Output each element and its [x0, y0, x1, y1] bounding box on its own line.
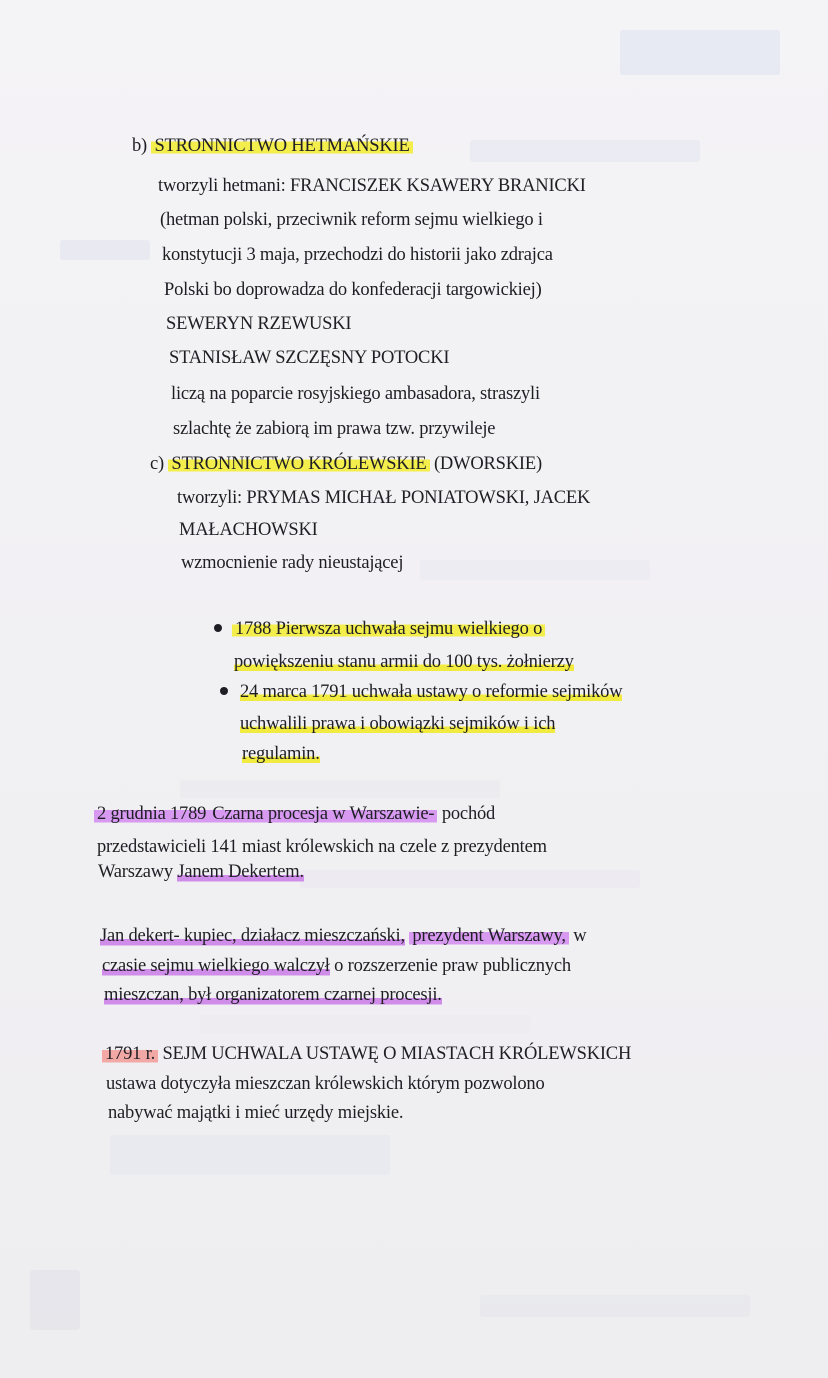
bullet-1-text-2: powiększeniu stanu armii do 100 tys. żołnierzy — [234, 652, 574, 672]
miasta-line-3: nabywać majątki i mieć urzędy miejskie. — [108, 1103, 404, 1123]
procesja-line-3 — [98, 860, 304, 884]
hetman-line: szlachtę że zabiorą im prawa tzw. przywileje — [173, 419, 496, 439]
bullet-2-line-1 — [240, 680, 622, 704]
dekert-line-2-b: o rozszerzenie praw publicznych — [334, 956, 571, 976]
dekert-line-3-text: mieszczan, był organizatorem czarnej procesji. — [104, 985, 442, 1005]
krol-title: STRONNICTWO KRÓLEWSKIE — [168, 454, 429, 474]
hetman-line: SEWERYN RZEWUSKI — [166, 314, 352, 334]
bullet-2-text: 24 marca 1791 uchwała ustawy o reformie sejmików — [240, 682, 623, 702]
procesja-line-1 — [94, 802, 495, 826]
bleed-through-mark — [200, 1015, 530, 1033]
bleed-through-mark — [30, 1270, 80, 1330]
miasta-title: SEJM UCHWALA USTAWĘ O MIASTACH KRÓLEWSKICH — [162, 1044, 632, 1064]
dekert-line-1 — [100, 924, 586, 948]
bullet-2-line-2 — [240, 712, 555, 736]
krol-title-suffix: (DWORSKIE) — [433, 454, 542, 474]
hetman-heading — [132, 134, 413, 158]
bullet-1-line-2 — [234, 650, 574, 674]
bleed-through-mark — [480, 1295, 750, 1317]
bullet-2-text-2: uchwalili prawa i obowiązki sejmików i ich — [240, 714, 556, 734]
hetman-line: liczą na poparcie rosyjskiego ambasadora, straszyli — [171, 384, 540, 404]
bleed-through-mark — [620, 30, 780, 75]
procesja-date: 2 grudnia 1789 — [94, 804, 209, 824]
hetman-line: konstytucji 3 maja, przechodzi do historii jako zdrajca — [162, 245, 553, 265]
bullet-1-line-1 — [232, 617, 545, 641]
bullet-dot — [220, 687, 228, 695]
procesja-title-cont: pochód — [441, 804, 496, 824]
hetman-title: STRONNICTWO HETMAŃSKIE — [151, 136, 412, 156]
krol-line: MAŁACHOWSKI — [179, 520, 318, 540]
bullet-dot — [214, 624, 222, 632]
dekert-line-1-c: w — [573, 926, 587, 946]
hetman-line: Polski bo doprowadza do konfederacji targowickiej) — [164, 280, 542, 300]
dekert-line-1-b: prezydent Warszawy, — [409, 926, 568, 946]
dekert-line-1-a: Jan dekert- kupiec, działacz mieszczański, — [100, 926, 405, 946]
procesja-line-3-a: Warszawy — [98, 862, 173, 882]
dekert-line-3 — [104, 983, 442, 1007]
bleed-through-mark — [420, 560, 650, 580]
procesja-line-2: przedstawicieli 141 miast królewskich na czele z prezydentem — [97, 837, 547, 857]
bullet-2-text-3: regulamin. — [242, 744, 320, 764]
bleed-through-mark — [180, 780, 500, 798]
procesja-line-3-b: Janem Dekertem. — [177, 862, 304, 882]
procesja-title: Czarna procesja w Warszawie- — [209, 804, 437, 824]
krol-line: wzmocnienie rady nieustającej — [181, 553, 404, 573]
bullet-2-line-3 — [242, 742, 320, 766]
bleed-through-mark — [60, 240, 150, 260]
bullet-1-text: 1788 Pierwsza uchwała sejmu wielkiego o — [232, 619, 545, 639]
hetman-line: (hetman polski, przeciwnik reform sejmu wielkiego i — [160, 210, 543, 230]
miasta-line-2: ustawa dotyczyła mieszczan królewskich którym pozwolono — [106, 1074, 545, 1094]
krol-heading — [150, 452, 542, 476]
hetman-line: STANISŁAW SZCZĘSNY POTOCKI — [169, 348, 450, 368]
bleed-through-mark — [110, 1135, 390, 1175]
miasta-line-1 — [102, 1042, 631, 1066]
dekert-line-2-a: czasie sejmu wielkiego walczył — [102, 956, 330, 976]
krol-line: tworzyli: PRYMAS MICHAŁ PONIATOWSKI, JACEK — [177, 488, 591, 508]
hetman-label: b) — [132, 136, 148, 156]
dekert-line-2 — [102, 954, 571, 978]
krol-label: c) — [150, 454, 164, 474]
bleed-through-mark — [470, 140, 700, 162]
hetman-line: tworzyli hetmani: FRANCISZEK KSAWERY BRANICKI — [158, 176, 586, 196]
bleed-through-mark — [300, 870, 640, 888]
miasta-year: 1791 r. — [102, 1044, 158, 1064]
